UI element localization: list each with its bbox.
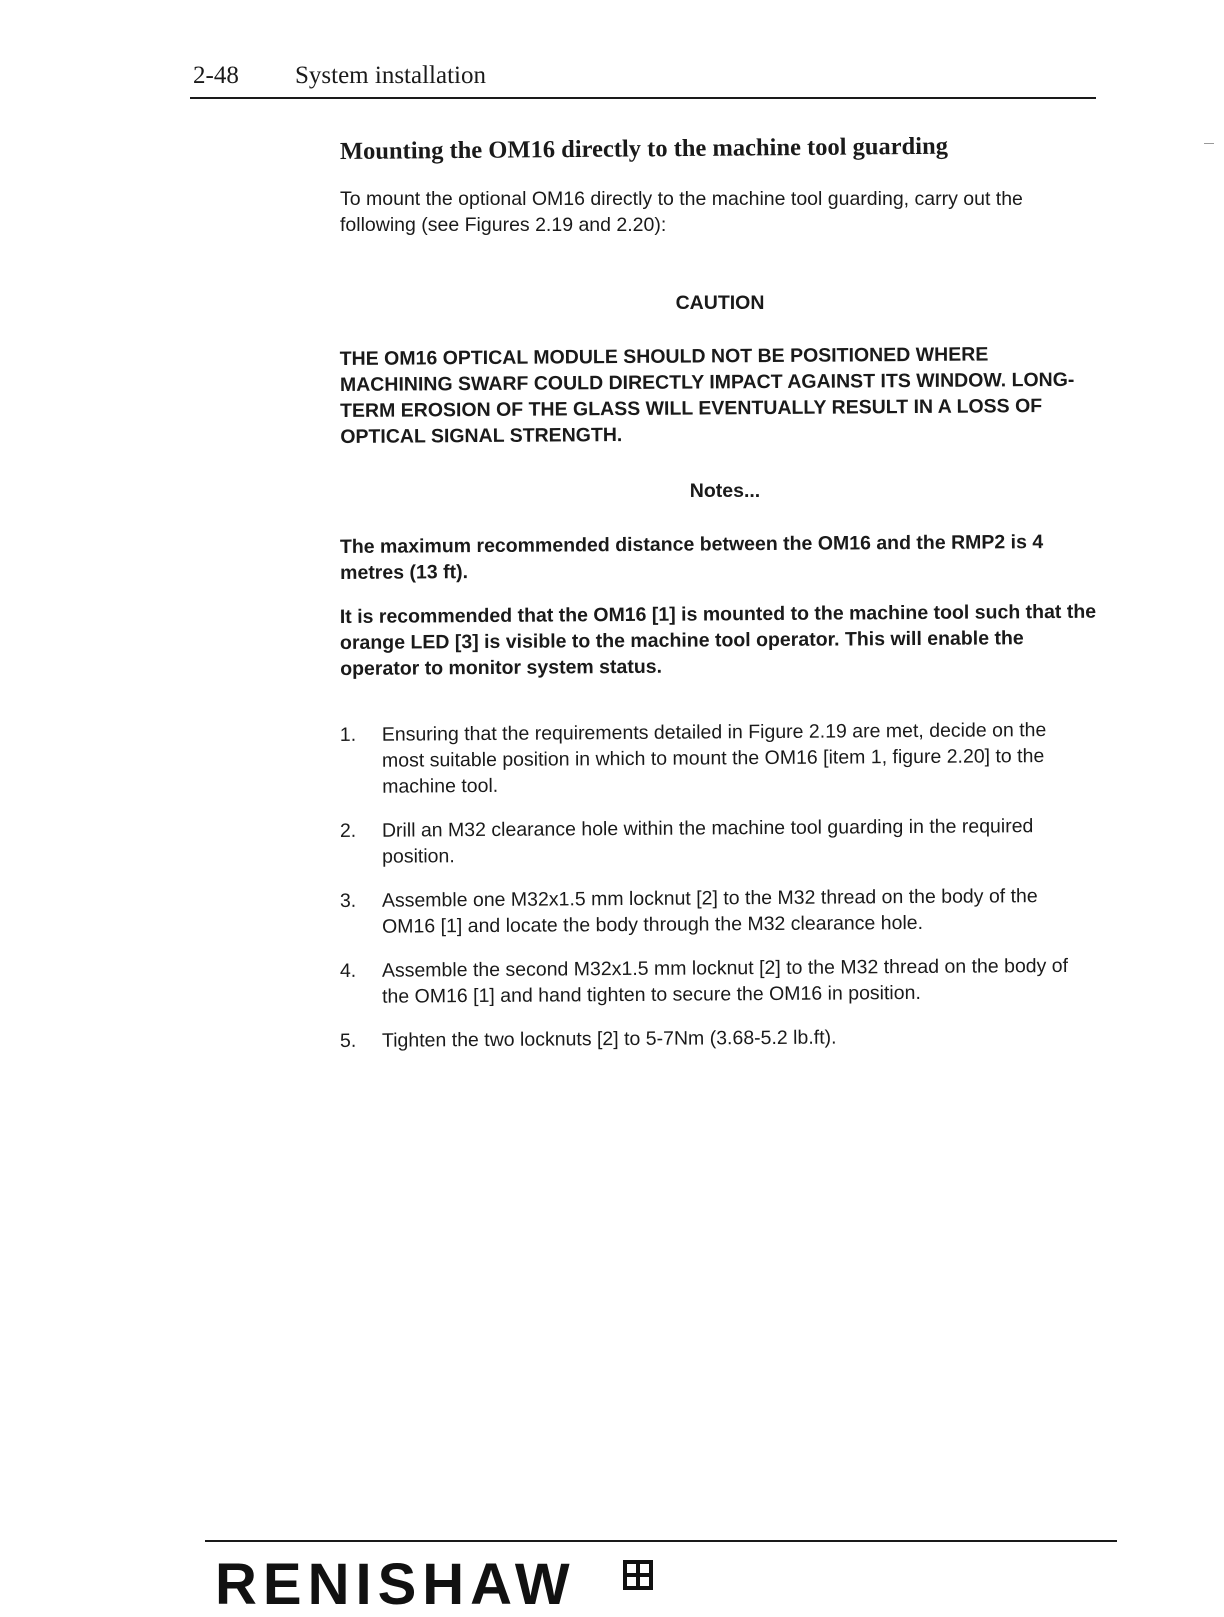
caution-title: CAUTION — [675, 292, 765, 314]
footer-divider — [205, 1540, 1117, 1542]
header-title: System installation — [295, 62, 486, 89]
step-number: 3. — [339, 889, 357, 913]
header-divider — [190, 97, 1096, 99]
page-number: 2-48 — [193, 62, 239, 89]
logo-wordmark: RENISHAW — [215, 1552, 576, 1617]
note-item: The maximum recommended distance between the OM16 and the RMP2 is 4 metres (13 ft). — [339, 531, 1044, 584]
step-item — [340, 1023, 1080, 1054]
scan-mark — [1204, 143, 1214, 144]
step-text: Assemble the second M32x1.5 mm locknut [2] to the M32 thread on the body of the OM16 [1] and hand tighten to secure the OM16 in position. — [381, 954, 1069, 1008]
notes-title: Notes... — [689, 480, 761, 502]
step-item — [340, 883, 1080, 940]
note-item: It is recommended that the OM16 [1] is mounted to the machine tool such that the orange LED [3] is visible to the machine tool operator. This will enable the operator to monitor system status. — [339, 600, 1097, 680]
step-number: 5. — [339, 1029, 357, 1052]
step-item — [340, 813, 1080, 870]
step-item — [340, 717, 1081, 800]
step-text: Tighten the two locknuts [2] to 5-7Nm (3.68-5.2 lb.ft). — [381, 1026, 837, 1052]
step-text: Drill an M32 clearance hole within the machine tool guarding in the required position. — [381, 815, 1034, 868]
page-header — [193, 62, 1095, 90]
installation-steps — [339, 719, 1080, 1054]
page-body — [339, 132, 1110, 1072]
intro-paragraph: To mount the optional OM16 directly to the machine tool guarding, carry out the following (see Figures 2.19 and 2.20): — [340, 188, 1023, 236]
step-item — [340, 953, 1080, 1010]
section-heading: Mounting the OM16 directly to the machine tool guarding — [339, 132, 949, 165]
step-number: 1. — [339, 723, 357, 747]
step-number: 4. — [339, 959, 357, 983]
renishaw-logo — [215, 1552, 655, 1617]
logo-emblem-icon — [623, 1560, 653, 1590]
step-text: Assemble one M32x1.5 mm locknut [2] to the M32 thread on the body of the OM16 [1] and locate the body through the M32 clearance hole. — [381, 885, 1038, 938]
caution-body: THE OM16 OPTICAL MODULE SHOULD NOT BE POSITIONED WHERE MACHINING SWARF COULD DIRECTLY IMPACT AGAINST ITS WINDOW. LONG-TERM EROSION OF THE GLASS WILL EVENTUALLY RESULT IN A LOSS OF OPTICAL SIGNAL STRENGTH. — [339, 343, 1075, 448]
step-number: 2. — [339, 819, 357, 843]
step-text: Ensuring that the requirements detailed in Figure 2.19 are met, decide on the most suitable position in which to mount the OM16 [item 1, figure 2.20] to the machine tool. — [381, 719, 1047, 798]
